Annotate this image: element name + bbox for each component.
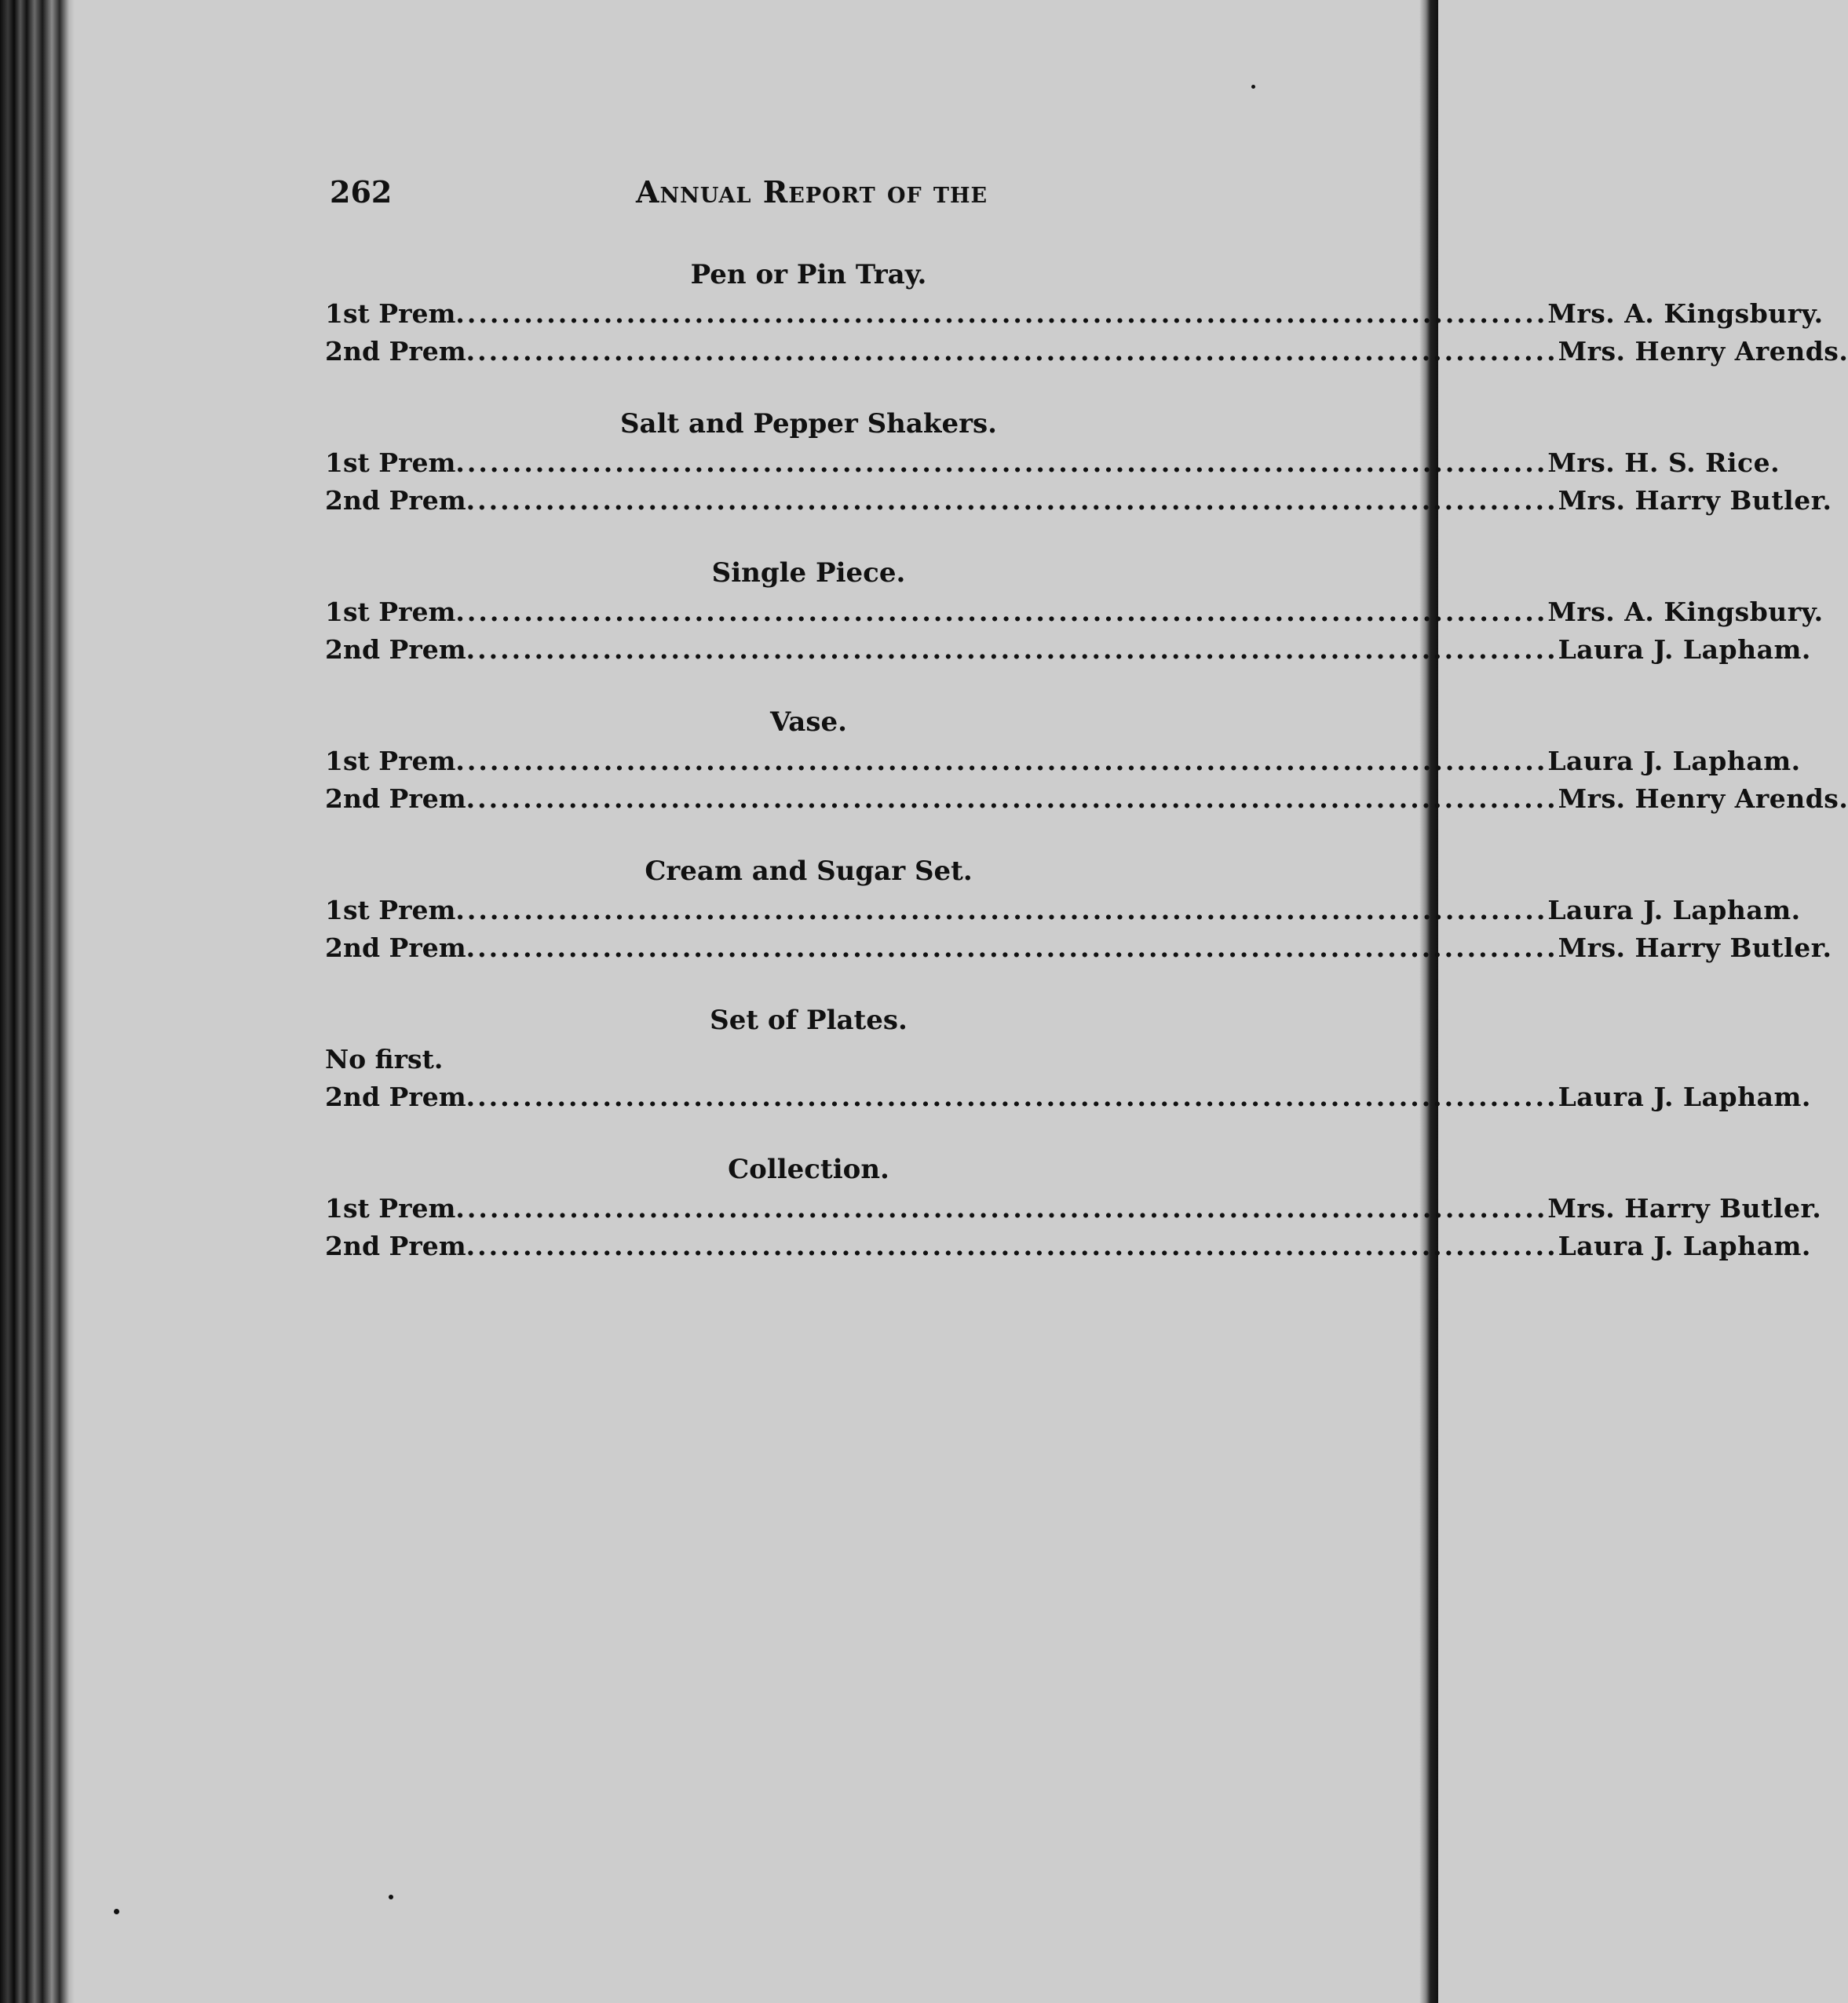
dot-leader: ................................................................................................ [455, 895, 1548, 925]
winner-name: Mrs. Henry Arends. [1558, 783, 1848, 814]
dot-leader: ................................................................................................ [455, 1193, 1548, 1224]
dot-leader: ................................................................................................ [466, 336, 1558, 367]
premium-label: 2nd Prem [325, 783, 466, 814]
dot-leader: ................................................................................................ [455, 447, 1548, 478]
paper-speck [114, 1909, 119, 1914]
no-first-note: No first. [325, 1044, 444, 1074]
dot-leader: ................................................................................................ [466, 1082, 1558, 1112]
award-entry [325, 932, 1832, 967]
section-title-vase: Vase. [770, 706, 847, 738]
award-entry [325, 336, 1848, 370]
document-page [314, 0, 1848, 2003]
premium-label: 1st Prem [325, 746, 456, 776]
dot-leader: ................................................................................................ [466, 783, 1558, 814]
winner-name: Laura J. Lapham. [1558, 1082, 1811, 1112]
award-entry [325, 447, 1780, 482]
section-title-set-of-plates: Set of Plates. [710, 1005, 908, 1036]
award-entry [325, 895, 1801, 929]
page-header [330, 174, 1327, 213]
premium-label: 2nd Prem [325, 634, 466, 665]
dot-leader: ................................................................................................ [466, 485, 1558, 516]
winner-name: Mrs. Harry Butler. [1558, 485, 1832, 516]
premium-label: 1st Prem [325, 298, 456, 329]
section-title-cream-and-sugar-set: Cream and Sugar Set. [645, 856, 973, 887]
premium-label: 1st Prem [325, 1193, 456, 1224]
award-entry [325, 597, 1824, 631]
premium-label: 1st Prem [325, 895, 456, 925]
premium-label: 2nd Prem [325, 336, 466, 367]
dot-leader: ................................................................................................ [466, 634, 1558, 665]
section-title-collection: Collection. [728, 1154, 889, 1185]
premium-label: 2nd Prem [325, 485, 466, 516]
section-title-single-piece: Single Piece. [711, 557, 906, 589]
running-title: Annual Report of the [636, 174, 988, 210]
book-binding-shadow [0, 0, 75, 2003]
award-entry [325, 1193, 1822, 1228]
award-entry [325, 485, 1832, 520]
section-title-pen-or-pin-tray: Pen or Pin Tray. [690, 259, 927, 290]
dot-leader: ................................................................................................ [466, 932, 1558, 963]
dot-leader: ................................................................................................ [455, 298, 1548, 329]
winner-name: Laura J. Lapham. [1547, 746, 1801, 776]
winner-name: Mrs. Harry Butler. [1558, 932, 1832, 963]
premium-label: 1st Prem [325, 447, 456, 478]
winner-name: Laura J. Lapham. [1558, 1231, 1811, 1261]
winner-name: Laura J. Lapham. [1547, 895, 1801, 925]
winner-name: Mrs. Harry Butler. [1547, 1193, 1822, 1224]
award-entry [325, 746, 1801, 780]
paper-speck [389, 1895, 393, 1899]
award-entry [325, 1082, 1811, 1116]
premium-label: 2nd Prem [325, 932, 466, 963]
dot-leader: ................................................................................................ [455, 746, 1548, 776]
premium-label: 2nd Prem [325, 1231, 466, 1261]
award-entry [325, 298, 1824, 333]
premium-label: 2nd Prem [325, 1082, 466, 1112]
award-entry [325, 783, 1848, 818]
winner-name: Mrs. Henry Arends. [1558, 336, 1848, 367]
award-entry [325, 1231, 1811, 1265]
premium-label: 1st Prem [325, 597, 456, 627]
dot-leader: ................................................................................................ [466, 1231, 1558, 1261]
award-entry [325, 634, 1811, 669]
paper-speck [1251, 85, 1255, 89]
dot-leader: ................................................................................................ [455, 597, 1548, 627]
winner-name: Mrs. A. Kingsbury. [1547, 298, 1824, 329]
winner-name: Mrs. H. S. Rice. [1547, 447, 1780, 478]
winner-name: Laura J. Lapham. [1558, 634, 1811, 665]
page-number: 262 [330, 174, 393, 210]
section-title-salt-and-pepper-shakers: Salt and Pepper Shakers. [619, 408, 997, 440]
winner-name: Mrs. A. Kingsbury. [1547, 597, 1824, 627]
